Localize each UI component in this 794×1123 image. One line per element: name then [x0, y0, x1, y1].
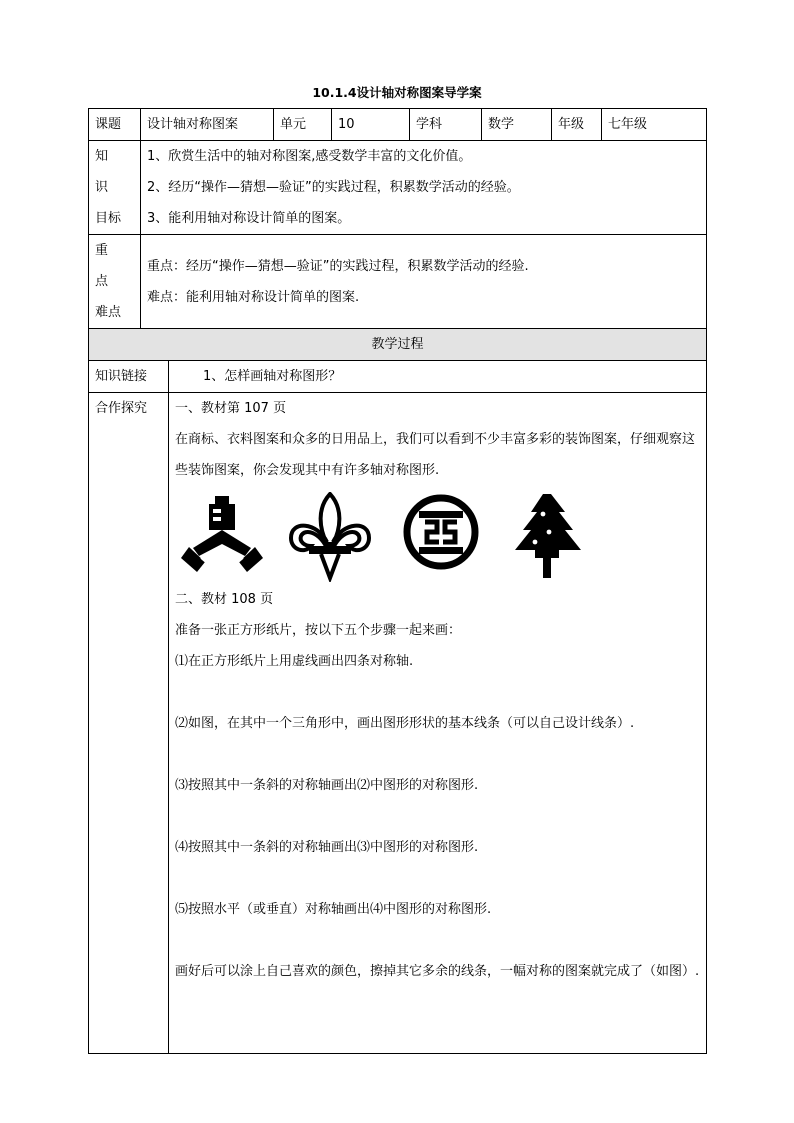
explore-label-text: 合作探究	[95, 401, 148, 416]
goals-row	[89, 141, 707, 235]
goals-label	[89, 141, 141, 235]
lesson-table	[88, 108, 707, 1054]
link-label: 知识链接	[89, 361, 169, 393]
keypoints-content	[141, 235, 707, 329]
section-2-title: 二、教材 108 页	[175, 592, 274, 607]
step-1: ⑴在正方形纸片上用虚线画出四条对称轴.	[175, 654, 414, 669]
goals-label-1: 知 识	[95, 149, 115, 195]
goals-label-2: 目标	[95, 211, 122, 226]
subject-label: 学科	[410, 109, 482, 141]
link-row	[89, 361, 707, 393]
link-text: 1、怎样画轴对称图形？	[169, 361, 707, 393]
step-3: ⑶按照其中一条斜的对称轴画出⑵中图形的对称图形.	[175, 778, 479, 793]
explore-row	[89, 393, 707, 1054]
grade-value: 七年级	[602, 109, 707, 141]
keypoints-label	[89, 235, 141, 329]
section-1-text: 在商标、衣料图案和众多的日用品上，我们可以看到不少丰富多彩的装饰图案，仔细观察这些装饰图案，你会发现其中有许多轴对称图形.	[175, 432, 696, 478]
section-2-intro: 准备一张正方形纸片，按以下五个步骤一起来画：	[175, 623, 462, 638]
goal-item: 3、能利用轴对称设计简单的图案。	[147, 211, 351, 226]
explore-label	[89, 393, 169, 1054]
unit-value: 10	[332, 109, 410, 141]
goal-item: 1、欣赏生活中的轴对称图案,感受数学丰富的文化价值。	[147, 149, 472, 164]
goal-item: 2、经历“操作—猜想—验证”的实践过程，积累数学活动的经验。	[147, 180, 520, 195]
topic-value: 设计轴对称图案	[141, 109, 274, 141]
tri-spoke-emblem-icon	[179, 492, 265, 578]
bank-logo-icon	[401, 492, 481, 572]
pine-tree-icon	[505, 492, 585, 580]
step-4: ⑷按照其中一条斜的对称轴画出⑶中图形的对称图形.	[175, 840, 479, 855]
header-row	[89, 109, 707, 141]
difficult-point: 难点：能利用轴对称设计简单的图案.	[147, 289, 360, 305]
process-title-row	[89, 329, 707, 361]
keypoints-row	[89, 235, 707, 329]
step-5: ⑸按照水平（或垂直）对称轴画出⑷中图形的对称图形.	[175, 902, 492, 917]
process-title: 教学过程	[89, 329, 707, 361]
topic-label: 课题	[89, 109, 141, 141]
key-point: 重点：经历“操作—猜想—验证”的实践过程，积累数学活动的经验.	[147, 258, 529, 274]
step-2: ⑵如图，在其中一个三角形中，画出图形形状的基本线条（可以自己设计线条）.	[175, 716, 635, 731]
fleur-de-lis-icon	[287, 492, 373, 582]
keypoints-label-1: 重 点	[95, 243, 115, 289]
unit-label: 单元	[274, 109, 332, 141]
keypoints-label-2: 难点	[95, 305, 122, 320]
explore-content	[169, 393, 707, 1054]
symmetric-figures	[175, 486, 700, 584]
grade-label: 年级	[552, 109, 602, 141]
subject-value: 数学	[482, 109, 552, 141]
document-title: 10.1.4设计轴对称图案导学案	[312, 85, 482, 100]
section-1-title: 一、教材第 107 页	[175, 401, 287, 416]
goals-content	[141, 141, 707, 235]
ending-text: 画好后可以涂上自己喜欢的颜色，擦掉其它多余的线条，一幅对称的图案就完成了（如图）.	[175, 964, 700, 979]
